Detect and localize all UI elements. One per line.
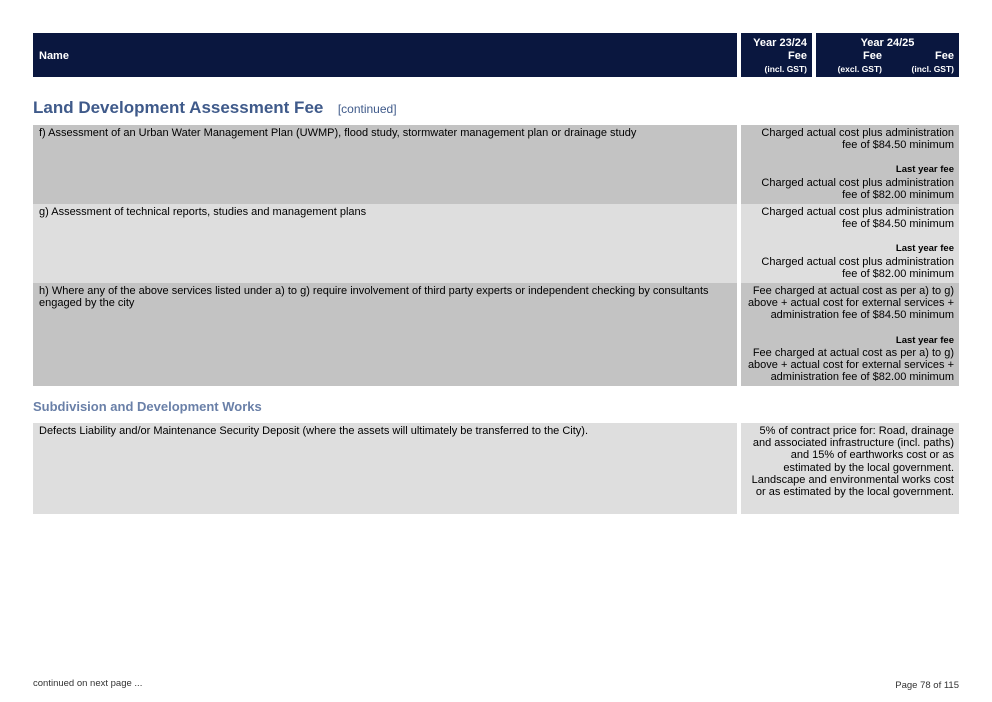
section-heading-subdivision: Subdivision and Development Works	[33, 399, 262, 414]
current-fee: Charged actual cost plus administration fee of $84.50 minimum	[761, 206, 954, 231]
header-year2-fee-incl: Fee	[935, 50, 954, 62]
header-name-label: Name	[39, 50, 69, 62]
row-fee: 5% of contract price for: Road, drainage and associated infrastructure (incl. paths) and 15% of earthworks cost or as estimated by the local government. Landscape and environmental works cost or as estimated by the local government.	[741, 423, 959, 514]
last-year-fee: Fee charged at actual cost as per a) to g) above + actual cost for external services + administration fee of $82.00 minimum	[747, 346, 954, 384]
last-year-label: Last year fee	[895, 243, 954, 255]
current-fee: Charged actual cost plus administration fee of $84.50 minimum	[761, 127, 954, 152]
header-year1-fee: Fee	[788, 50, 807, 62]
header-year2-column	[816, 33, 959, 77]
header-year2-fee-excl: Fee	[863, 50, 882, 62]
table-header	[33, 33, 959, 77]
last-year-label: Last year fee	[895, 164, 954, 176]
footer-page-number: Page 78 of 115	[895, 680, 959, 691]
section-heading-land-development	[33, 98, 397, 118]
header-year1-label: Year 23/24	[753, 37, 807, 49]
row-name: Defects Liability and/or Maintenance Security Deposit (where the assets will ultimately be transferred to the City).	[33, 423, 737, 514]
header-year1-column	[741, 33, 812, 77]
section-title: Land Development Assessment Fee	[33, 98, 324, 117]
row-fee	[741, 204, 959, 283]
last-year-fee: Charged actual cost plus administration fee of $82.00 minimum	[761, 255, 954, 280]
row-fee	[741, 125, 959, 204]
table-row	[33, 423, 959, 514]
header-name-column	[33, 33, 737, 77]
header-year2-gst-excl: (excl. GST)	[837, 64, 882, 74]
footer-continued: continued on next page ...	[33, 678, 143, 689]
table-row	[33, 283, 959, 386]
table-row	[33, 204, 959, 283]
header-year2-gst-incl: (incl. GST)	[911, 64, 954, 74]
last-year-fee: Charged actual cost plus administration fee of $82.00 minimum	[761, 176, 954, 201]
row-name: g) Assessment of technical reports, studies and management plans	[33, 204, 737, 283]
current-fee: Fee charged at actual cost as per a) to g) above + actual cost for external services + administration fee of $84.50 minimum	[747, 285, 954, 322]
section-continued-label: [continued]	[337, 102, 397, 116]
header-year1-gst: (incl. GST)	[764, 64, 807, 74]
row-fee	[741, 283, 959, 386]
row-name: h) Where any of the above services listed under a) to g) require involvement of third party experts or independent checking by consultants engaged by the city	[33, 283, 737, 386]
header-year2-label: Year 24/25	[860, 37, 915, 49]
table-row	[33, 125, 959, 204]
last-year-label: Last year fee	[895, 334, 954, 346]
row-name: f) Assessment of an Urban Water Management Plan (UWMP), flood study, stormwater management plan or drainage study	[33, 125, 737, 204]
